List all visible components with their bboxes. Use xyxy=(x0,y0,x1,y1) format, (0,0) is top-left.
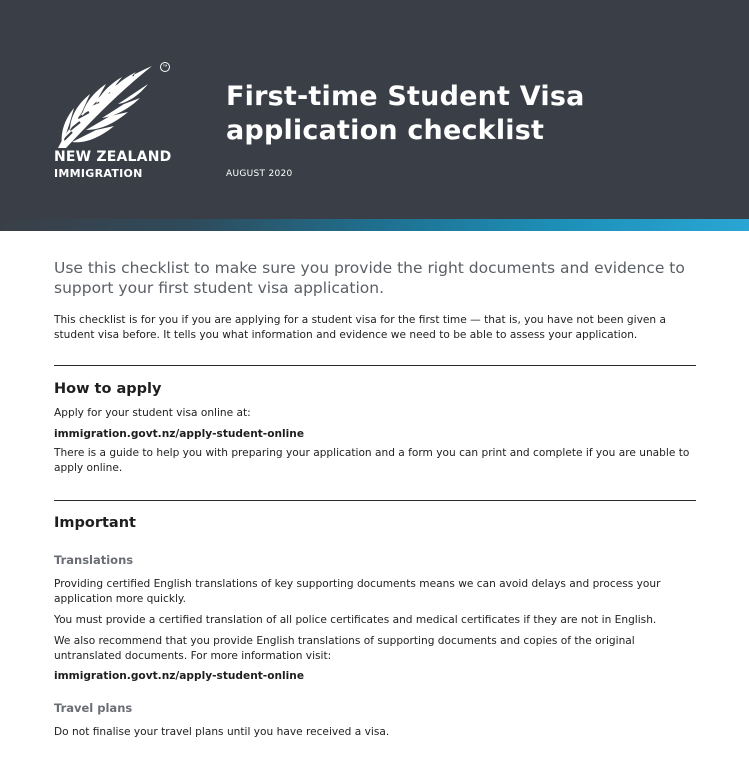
travel-plans-heading: Travel plans xyxy=(54,701,133,715)
nz-immigration-logo xyxy=(52,60,177,185)
intro-body: This checklist is for you if you are applying for a student visa for the first time — that is, you have not been given a student visa before. It tells you what information and evidence we need to be able to assess your application. xyxy=(54,314,666,341)
important-heading: Important xyxy=(54,515,136,531)
travel-plans-paragraph: Do not finalise your travel plans until you have received a visa. xyxy=(54,726,390,738)
translations-paragraph-2: You must provide a certified translation of all police certificates and medical certificates if they are not in English. xyxy=(54,614,657,626)
apply-online-link[interactable]: immigration.govt.nz/apply-student-online xyxy=(54,428,305,440)
how-to-apply-text: Apply for your student visa online at: xyxy=(54,407,251,419)
how-to-apply-guide: There is a guide to help you with preparing your application and a form you can print and complete if you are unable to apply online. xyxy=(54,447,690,474)
main-content xyxy=(54,258,696,740)
publication-date: AUGUST 2020 xyxy=(226,169,293,179)
page-title: First-time Student Visa application checklist xyxy=(226,81,585,146)
translations-link[interactable]: immigration.govt.nz/apply-student-online xyxy=(54,670,305,682)
accent-gradient-bar xyxy=(0,219,749,231)
logo-text-immigration: IMMIGRATION xyxy=(54,167,143,180)
section-divider xyxy=(54,365,696,366)
silver-fern-icon xyxy=(52,60,172,150)
translations-paragraph-3: We also recommend that you provide English translations of supporting documents and copies of the original untranslated documents. For more information visit: xyxy=(54,635,635,662)
translations-heading: Translations xyxy=(54,553,134,567)
section-divider xyxy=(54,500,696,501)
how-to-apply-heading: How to apply xyxy=(54,381,162,397)
intro-lead: Use this checklist to make sure you provide the right documents and evidence to support your first student visa application. xyxy=(54,259,685,297)
logo-text-new-zealand: NEW ZEALAND xyxy=(54,149,172,165)
header-banner xyxy=(0,0,749,219)
trademark-icon: ™ xyxy=(160,62,170,72)
translations-paragraph-1: Providing certified English translations of key supporting documents means we can avoid delays and process your application more quickly. xyxy=(54,578,661,605)
